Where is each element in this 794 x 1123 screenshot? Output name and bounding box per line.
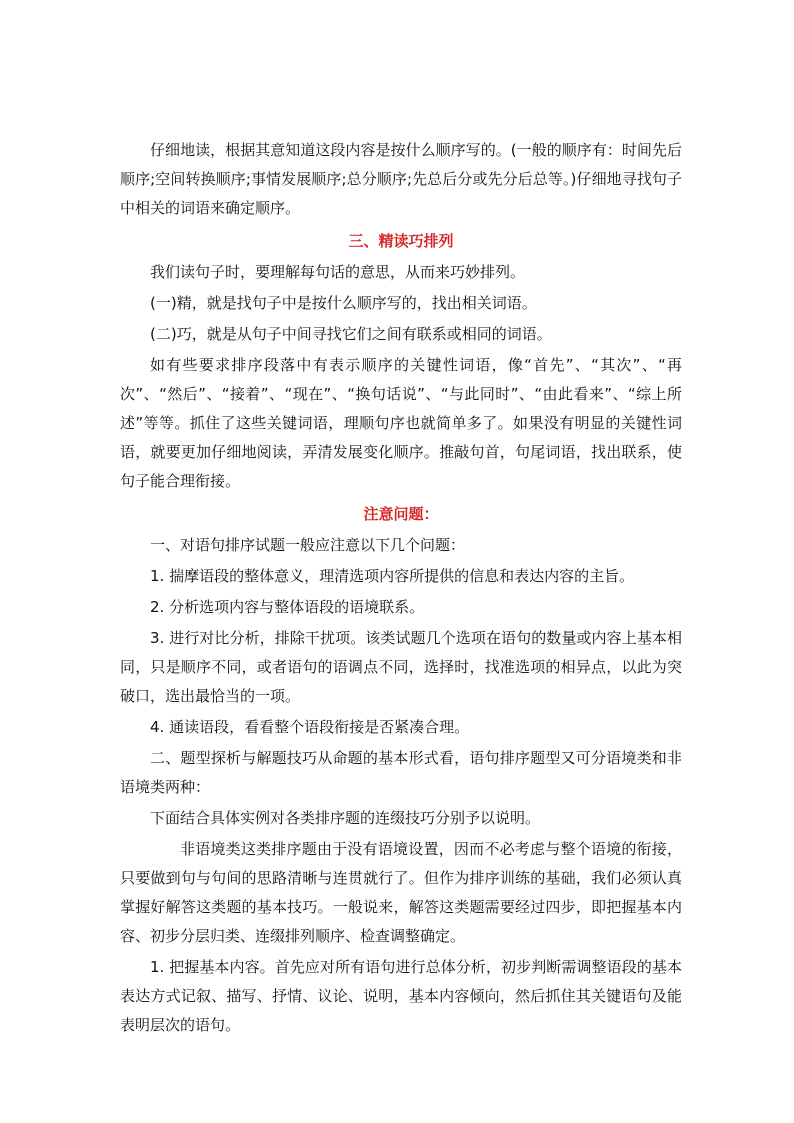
list-item-1: 1. 揣摩语段的整体意义，理清选项内容所提供的信息和表达内容的主旨。: [150, 567, 635, 585]
paragraph-understand-sentences: 我们读句子时，要理解每句话的意思，从而来巧妙排列。: [150, 263, 526, 281]
paragraph-notes-intro: 一、对语句排序试题一般应注意以下几个问题：: [150, 536, 466, 554]
paragraph-point-clever: (二)巧，就是从句子中间寻找它们之间有联系或相同的词语。: [150, 325, 552, 343]
section-heading-close-reading: 三、精读巧排列: [348, 232, 454, 250]
paragraph-point-precise: (一)精，就是找句子中是按什么顺序写的，找出相关词语。: [150, 294, 537, 312]
list-item-4: 4. 通读语段，看看整个语段衔接是否紧凑合理。: [150, 718, 470, 736]
paragraph-step-1: 1. 把握基本内容。首先应对所有语句进行总体分析，初步判断需调整语段的基本表达方式记叙、描写、抒情、议论、说明，基本内容倾向，然后抓住其关键语句及能表明层次的语句。: [120, 958, 682, 1034]
list-item-2: 2. 分析选项内容与整体语段的语境联系。: [150, 598, 425, 616]
list-item-3: 3. 进行对比分析，排除干扰项。该类试题几个选项在语句的数量或内容上基本相同，只是顺序不同，或者语句的语调点不同，选择时，找准选项的相异点，以此为突破口，选出最恰当的一项。: [120, 629, 682, 705]
paragraph-reading-order: 仔细地读，根据其意知道这段内容是按什么顺序写的。(一般的顺序有：时间先后顺序;空间转换顺序;事情发展顺序;总分顺序;先总后分或先分后总等。)仔细地寻找句子中相关的词语来确定顺序。: [120, 141, 682, 217]
document-body: [120, 136, 682, 1040]
paragraph-examples-intro: 下面结合具体实例对各类排序题的连缀技巧分别予以说明。: [150, 809, 541, 827]
paragraph-key-words: 如有些要求排序段落中有表示顺序的关键性词语，像“首先”、“其次”、“再次”、“然后”、“接着”、“现在”、“换句话说”、“与此同时”、“由此看来”、“综上所述”等等。抓住了这些关键词语，理顺句序也就简单多了。如果没有明显的关键性词语，就要更加仔细地阅读，弄清发展变化顺序。推敲句首，句尾词语，找出联系，使句子能合理衔接。: [120, 356, 682, 490]
paragraph-non-context-type: 非语境类这类排序题由于没有语境设置，因而不必考虑与整个语境的衔接，只要做到句与句间的思路清晰与连贯就行了。但作为排序训练的基础，我们必须认真掌握好解答这类题的基本技巧。一般说来，解答这类题需要经过四步，即把握基本内容、初步分层归类、连缀排列顺序、检查调整确定。: [120, 840, 682, 945]
section-heading-notes: 注意问题：: [363, 505, 439, 523]
paragraph-question-types: 二、题型探析与解题技巧从命题的基本形式看，语句排序题型又可分语境类和非语境类两种：: [120, 749, 682, 796]
